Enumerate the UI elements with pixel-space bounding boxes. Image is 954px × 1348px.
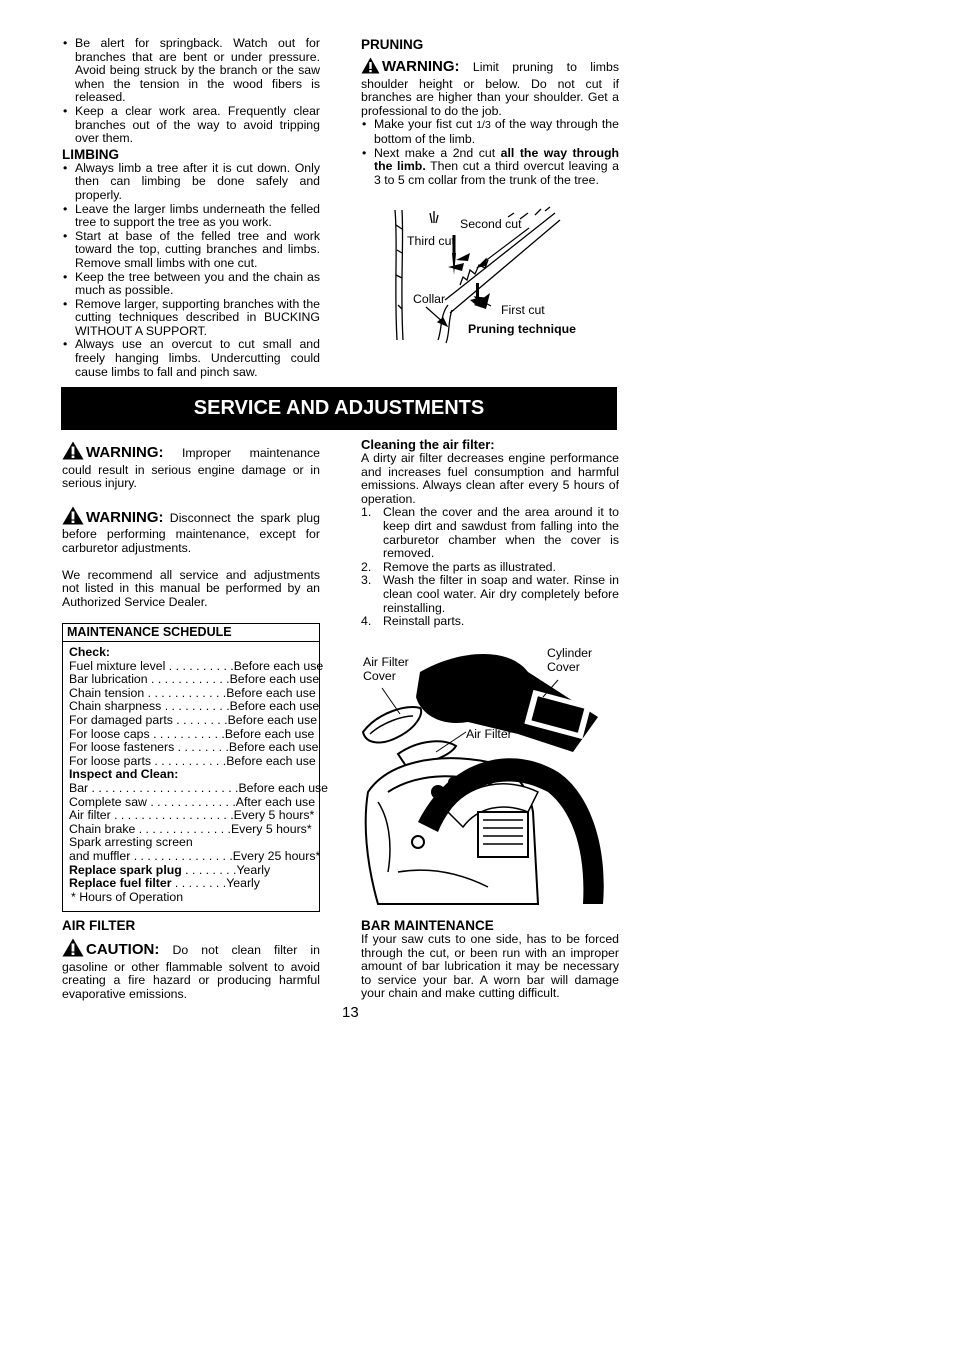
second-cut-label: Second cut	[460, 217, 522, 231]
warning-label: WARNING:	[86, 444, 164, 461]
cleaning-column	[361, 437, 619, 629]
table-row: For damaged parts . . . . . . . . Before each use	[69, 712, 318, 727]
list-item: 1. Clean the cover and the area around it to keep dirt and sawdust from falling into the carburetor chamber when the cover is removed.	[361, 505, 619, 561]
air-filter-label: Air Filter	[466, 727, 512, 741]
table-row: Bar lubrication . . . . . . . . . . . . Before each use	[69, 672, 320, 687]
table-row: Fuel mixture level . . . . . . . . . . Before each use	[69, 658, 324, 673]
limbing-bullet-list	[62, 162, 320, 380]
table-row: and muffler . . . . . . . . . . . . . . . Every 25 hours*	[69, 848, 321, 863]
collar-label: Collar	[413, 292, 446, 306]
table-row: Air filter . . . . . . . . . . . . . . . . . . Every 5 hours*	[69, 808, 315, 823]
air-filter-section	[62, 918, 320, 1001]
table-row: Bar . . . . . . . . . . . . . . . . . . . . . . Before each use	[69, 780, 329, 795]
maintenance-schedule-table	[62, 623, 329, 912]
list-item: • Be alert for springback. Watch out for branches that are bent or under pressure. Avoid being struck by the branch or the saw when the tension in the wood fibers is released.	[62, 37, 320, 105]
check-heading: Check:	[69, 645, 111, 659]
caution-label: CAUTION:	[86, 941, 160, 958]
warning-text: Limit pruning to limbs shoulder height or below. Do not cut if branches are higher than your shoulder. Get a professional to do the job.	[361, 60, 619, 118]
safety-bullet-list	[62, 37, 320, 146]
air-filter-cover-label: Air Filter Cover	[363, 655, 409, 683]
page-number: 13	[342, 1004, 359, 1021]
fraction: 1/3	[476, 119, 491, 132]
warning-label: WARNING:	[382, 58, 460, 75]
warning-label: WARNING:	[86, 508, 164, 526]
first-cut-label: First cut	[501, 303, 545, 317]
warning-triangle-icon	[361, 57, 380, 78]
limbing-heading: LIMBING	[62, 146, 119, 162]
list-item: • Remove larger, supporting branches with the cutting techniques described in BUCKING WITHOUT A SUPPORT.	[62, 298, 320, 339]
third-cut-label: Third cut	[407, 234, 455, 248]
table-row: For loose parts . . . . . . . . . . . Before each use	[69, 753, 316, 768]
table-row: Spark arresting screen	[69, 835, 193, 850]
bar-maintenance-section	[361, 918, 619, 1001]
list-item: • Start at base of the felled tree and work toward the top, cutting branches and limbs. Remove small limbs with one cut.	[62, 230, 320, 271]
figure-caption: Pruning technique	[468, 322, 576, 336]
list-item: 3. Wash the filter in soap and water. Rinse in clean cool water. Air dry completely before reinstalling.	[361, 573, 619, 615]
list-item: • Always use an overcut to cut small and freely hanging limbs. Undercutting could cause limbs to fall and pinch saw.	[62, 338, 320, 379]
list-item: • Always limb a tree after it is cut down. Only then can limbing be done safely and properly.	[62, 162, 320, 203]
air-filter-heading: AIR FILTER	[62, 918, 136, 933]
table-row: Chain brake . . . . . . . . . . . . . . Every 5 hours*	[69, 821, 312, 836]
warning-triangle-icon	[62, 441, 84, 464]
list-item: 2. Remove the parts as illustrated.	[361, 559, 556, 574]
list-item: • Keep a clear work area. Frequently clear branches out of the way to avoid tripping over them.	[62, 105, 320, 146]
service-recommendation: We recommend all service and adjustments not listed in this manual be performed by an Authorized Service Dealer.	[62, 567, 320, 609]
maintenance-warning	[62, 441, 320, 491]
warning-text: Improper maintenance could result in serious engine damage or in serious injury.	[62, 446, 320, 491]
cleaning-steps	[361, 506, 619, 628]
section-banner: SERVICE AND ADJUSTMENTS	[61, 387, 617, 430]
table-row: Chain tension . . . . . . . . . . . . Before each use	[69, 685, 316, 700]
caution-text: Do not clean filter in gasoline or other flammable solvent to avoid creating a fire hazard or producing harmful evaporative emissions.	[62, 943, 320, 1001]
list-item: • Leave the larger limbs underneath the felled tree to support the tree as you work.	[62, 203, 320, 230]
table-row: For loose fasteners . . . . . . . . Before each use	[69, 740, 319, 755]
list-item: • Next make a 2nd cut all the way through the limb. Then cut a third overcut leaving a 3 to 5 cm collar from the trunk of the tree.	[361, 147, 619, 188]
list-item: 4. Reinstall parts.	[361, 614, 465, 629]
list-item: • Make your fist cut 1/3 of the way through the bottom of the limb.	[361, 118, 619, 146]
pruning-illustration	[390, 205, 620, 345]
list-item: • Keep the tree between you and the chain as much as possible.	[62, 271, 320, 298]
table-row: For loose caps . . . . . . . . . . . Before each use	[69, 726, 315, 741]
table-row: Chain sharpness . . . . . . . . . . Before each use	[69, 699, 320, 714]
pruning-column	[361, 37, 619, 187]
air-filter-illustration	[358, 642, 618, 904]
cleaning-heading: Cleaning the air filter:	[361, 437, 495, 452]
table-row: Complete saw . . . . . . . . . . . . . After each use	[69, 794, 316, 809]
pruning-bullet-list	[361, 118, 619, 187]
left-top-column	[62, 37, 320, 379]
cleaning-intro: A dirty air filter decreases engine performance and increases fuel consumption and harmful emissions. Always clean after every 5 hours of operation.	[361, 451, 619, 506]
schedule-title: MAINTENANCE SCHEDULE	[63, 624, 319, 642]
caution-note	[62, 938, 320, 1001]
table-row: Replace fuel filter . . . . . . . . Yearly	[69, 876, 260, 891]
bar-maintenance-heading: BAR MAINTENANCE	[361, 918, 494, 933]
footnote: * Hours of Operation	[71, 889, 184, 904]
pruning-warning	[361, 57, 619, 118]
table-row: Replace spark plug . . . . . . . . Yearly	[69, 862, 271, 877]
warning-triangle-icon	[62, 506, 84, 529]
bar-maintenance-text: If your saw cuts to one side, has to be forced through the cut, or been run with an improper amount of bar lubrication it may be necessary to service your bar. A worn bar will damage your chain and make cutting difficult.	[361, 932, 619, 1001]
caution-triangle-icon	[62, 938, 84, 961]
warning-text: Disconnect the spark plug before performing maintenance, except for carburetor adjustments.	[62, 510, 320, 555]
spark-plug-warning	[62, 506, 320, 556]
cylinder-cover-label: Cylinder Cover	[547, 646, 593, 674]
pruning-heading: PRUNING	[361, 37, 424, 52]
inspect-heading: Inspect and Clean:	[69, 767, 179, 782]
service-left-column	[62, 441, 320, 609]
